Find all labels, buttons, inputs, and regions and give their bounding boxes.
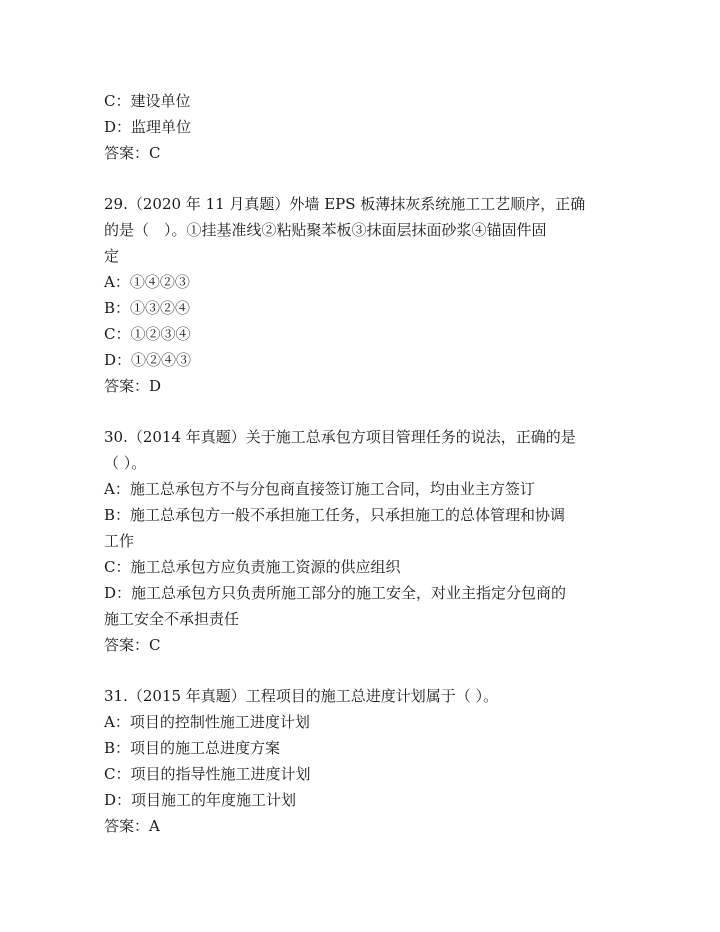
q30-option-b: B：施工总承包方一般不承担施工任务，只承担施工的总体管理和协调	[104, 506, 566, 524]
q29-answer: 答案：D	[104, 377, 162, 395]
q29-option-c: C：①②③④	[104, 325, 191, 343]
q30-option-a: A：施工总承包方不与分包商直接签订施工合同，均由业主方签订	[104, 480, 535, 498]
q31-answer: 答案：A	[104, 817, 160, 835]
q30-stem-line-1: 30.（2014 年真题）关于施工总承包方项目管理任务的说法，正确的是	[104, 428, 576, 446]
q29-stem-line-3: 定	[104, 247, 120, 265]
q31-option-d: D：项目施工的年度施工计划	[104, 791, 297, 809]
q30-answer: 答案：C	[104, 636, 161, 654]
q29-stem-line-2: 的是（ ）。①挂基准线②粘贴聚苯板③抹面层抹面砂浆④锚固件固	[104, 221, 547, 239]
q30-stem-line-2: （ ）。	[104, 454, 147, 472]
q30-option-b-cont: 工作	[104, 532, 135, 550]
q31-option-a: A：项目的控制性施工进度计划	[104, 713, 310, 731]
q29-option-d: D：①②④③	[104, 351, 192, 369]
q30-option-d: D：施工总承包方只负责所施工部分的施工安全，对业主指定分包商的	[104, 584, 567, 602]
q31-stem-line-1: 31.（2015 年真题）工程项目的施工总进度计划属于（ ）。	[104, 687, 499, 705]
prev-option-c: C：建设单位	[104, 92, 191, 110]
q29-option-a: A：①④②③	[104, 273, 190, 291]
q30-option-c: C：施工总承包方应负责施工资源的供应组织	[104, 558, 401, 576]
q31-option-b: B：项目的施工总进度方案	[104, 739, 281, 757]
q29-stem-line-1: 29.（2020 年 11 月真题）外墙 EPS 板薄抹灰系统施工工艺顺序，正确	[104, 195, 586, 213]
prev-option-d: D：监理单位	[104, 118, 192, 136]
q29-option-b: B：①③②④	[104, 299, 191, 317]
q31-option-c: C：项目的指导性施工进度计划	[104, 765, 311, 783]
prev-answer: 答案：C	[104, 144, 161, 162]
q30-option-d-cont: 施工安全不承担责任	[104, 610, 240, 628]
